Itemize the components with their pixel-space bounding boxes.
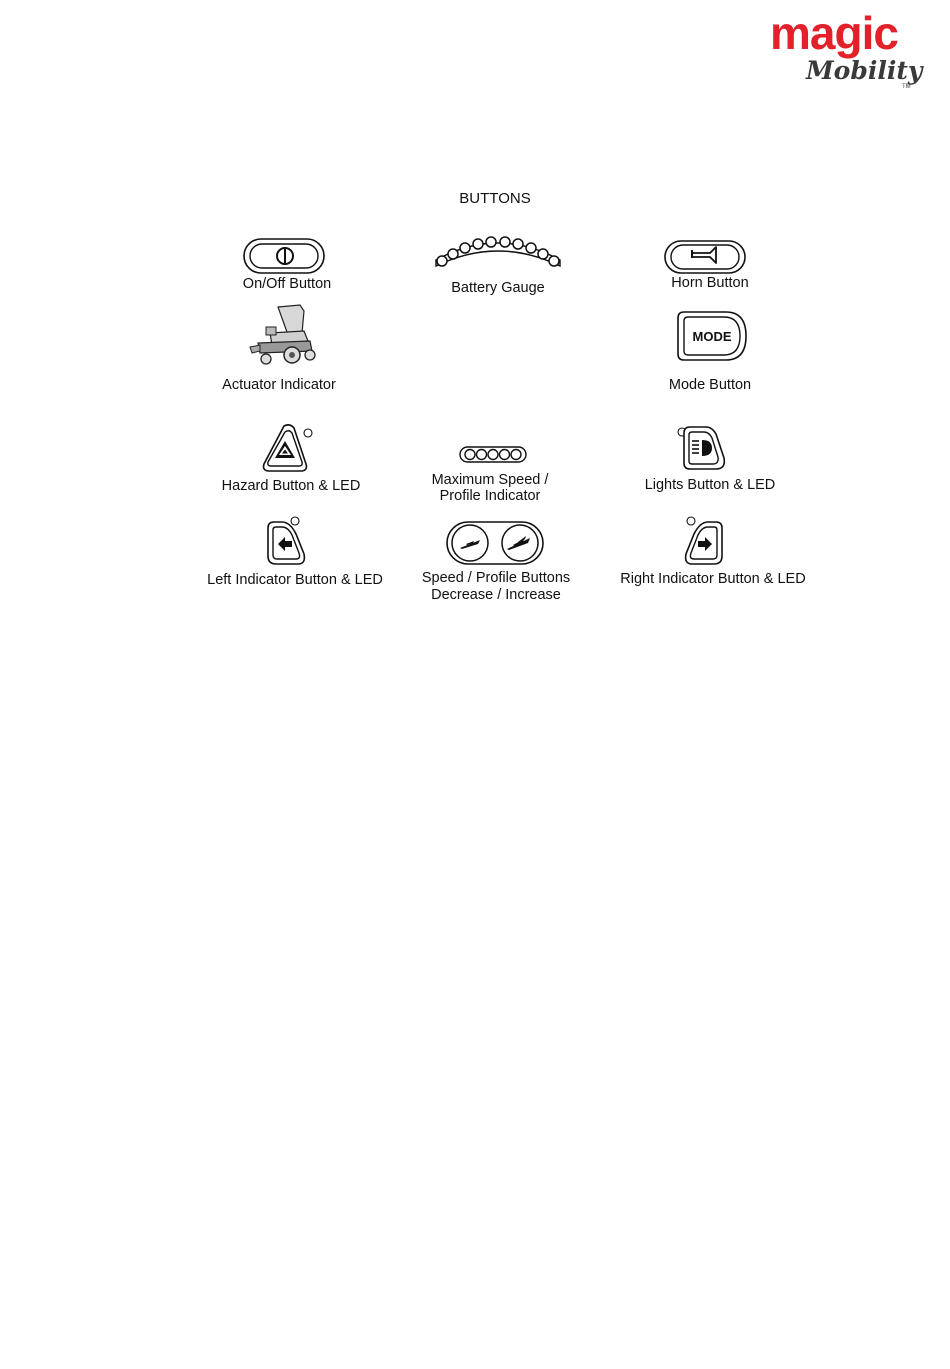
on-off-label: On/Off Button (242, 276, 332, 292)
logo-subtitle: Mobility (806, 56, 923, 85)
logo-trademark: TM (902, 84, 911, 90)
right-indicator-label: Right Indicator Button & LED (620, 571, 806, 587)
left-indicator-label: Left Indicator Button & LED (207, 572, 383, 588)
wheelchair-icon (248, 303, 320, 369)
horn-icon (664, 240, 748, 276)
battery-gauge-icon (432, 232, 564, 274)
power-icon (243, 238, 327, 278)
speed-buttons-label-line2: Decrease / Increase (431, 587, 561, 603)
hazard-label: Hazard Button & LED (221, 478, 361, 494)
logo-brand: magic (770, 7, 898, 59)
section-title: BUTTONS (459, 190, 531, 207)
mode-label: Mode Button (668, 377, 752, 393)
speed-buttons-label-line1: Speed / Profile Buttons (421, 570, 571, 586)
right-arrow-icon (676, 514, 726, 566)
max-speed-label-line2: Profile Indicator (439, 488, 541, 504)
left-arrow-icon (264, 514, 314, 566)
mode-button-text: MODE (692, 329, 732, 344)
headlight-icon (676, 424, 728, 472)
magic-mobility-logo (766, 7, 923, 96)
mode-button-icon (676, 310, 750, 364)
actuator-label: Actuator Indicator (222, 377, 336, 393)
max-speed-label-line1: Maximum Speed / (431, 472, 549, 488)
battery-gauge-label: Battery Gauge (451, 280, 545, 296)
hazard-icon (262, 424, 318, 474)
speed-indicator-icon (459, 446, 529, 464)
speed-buttons-icon (446, 521, 546, 567)
horn-label: Horn Button (671, 275, 749, 291)
lights-label: Lights Button & LED (644, 477, 776, 493)
